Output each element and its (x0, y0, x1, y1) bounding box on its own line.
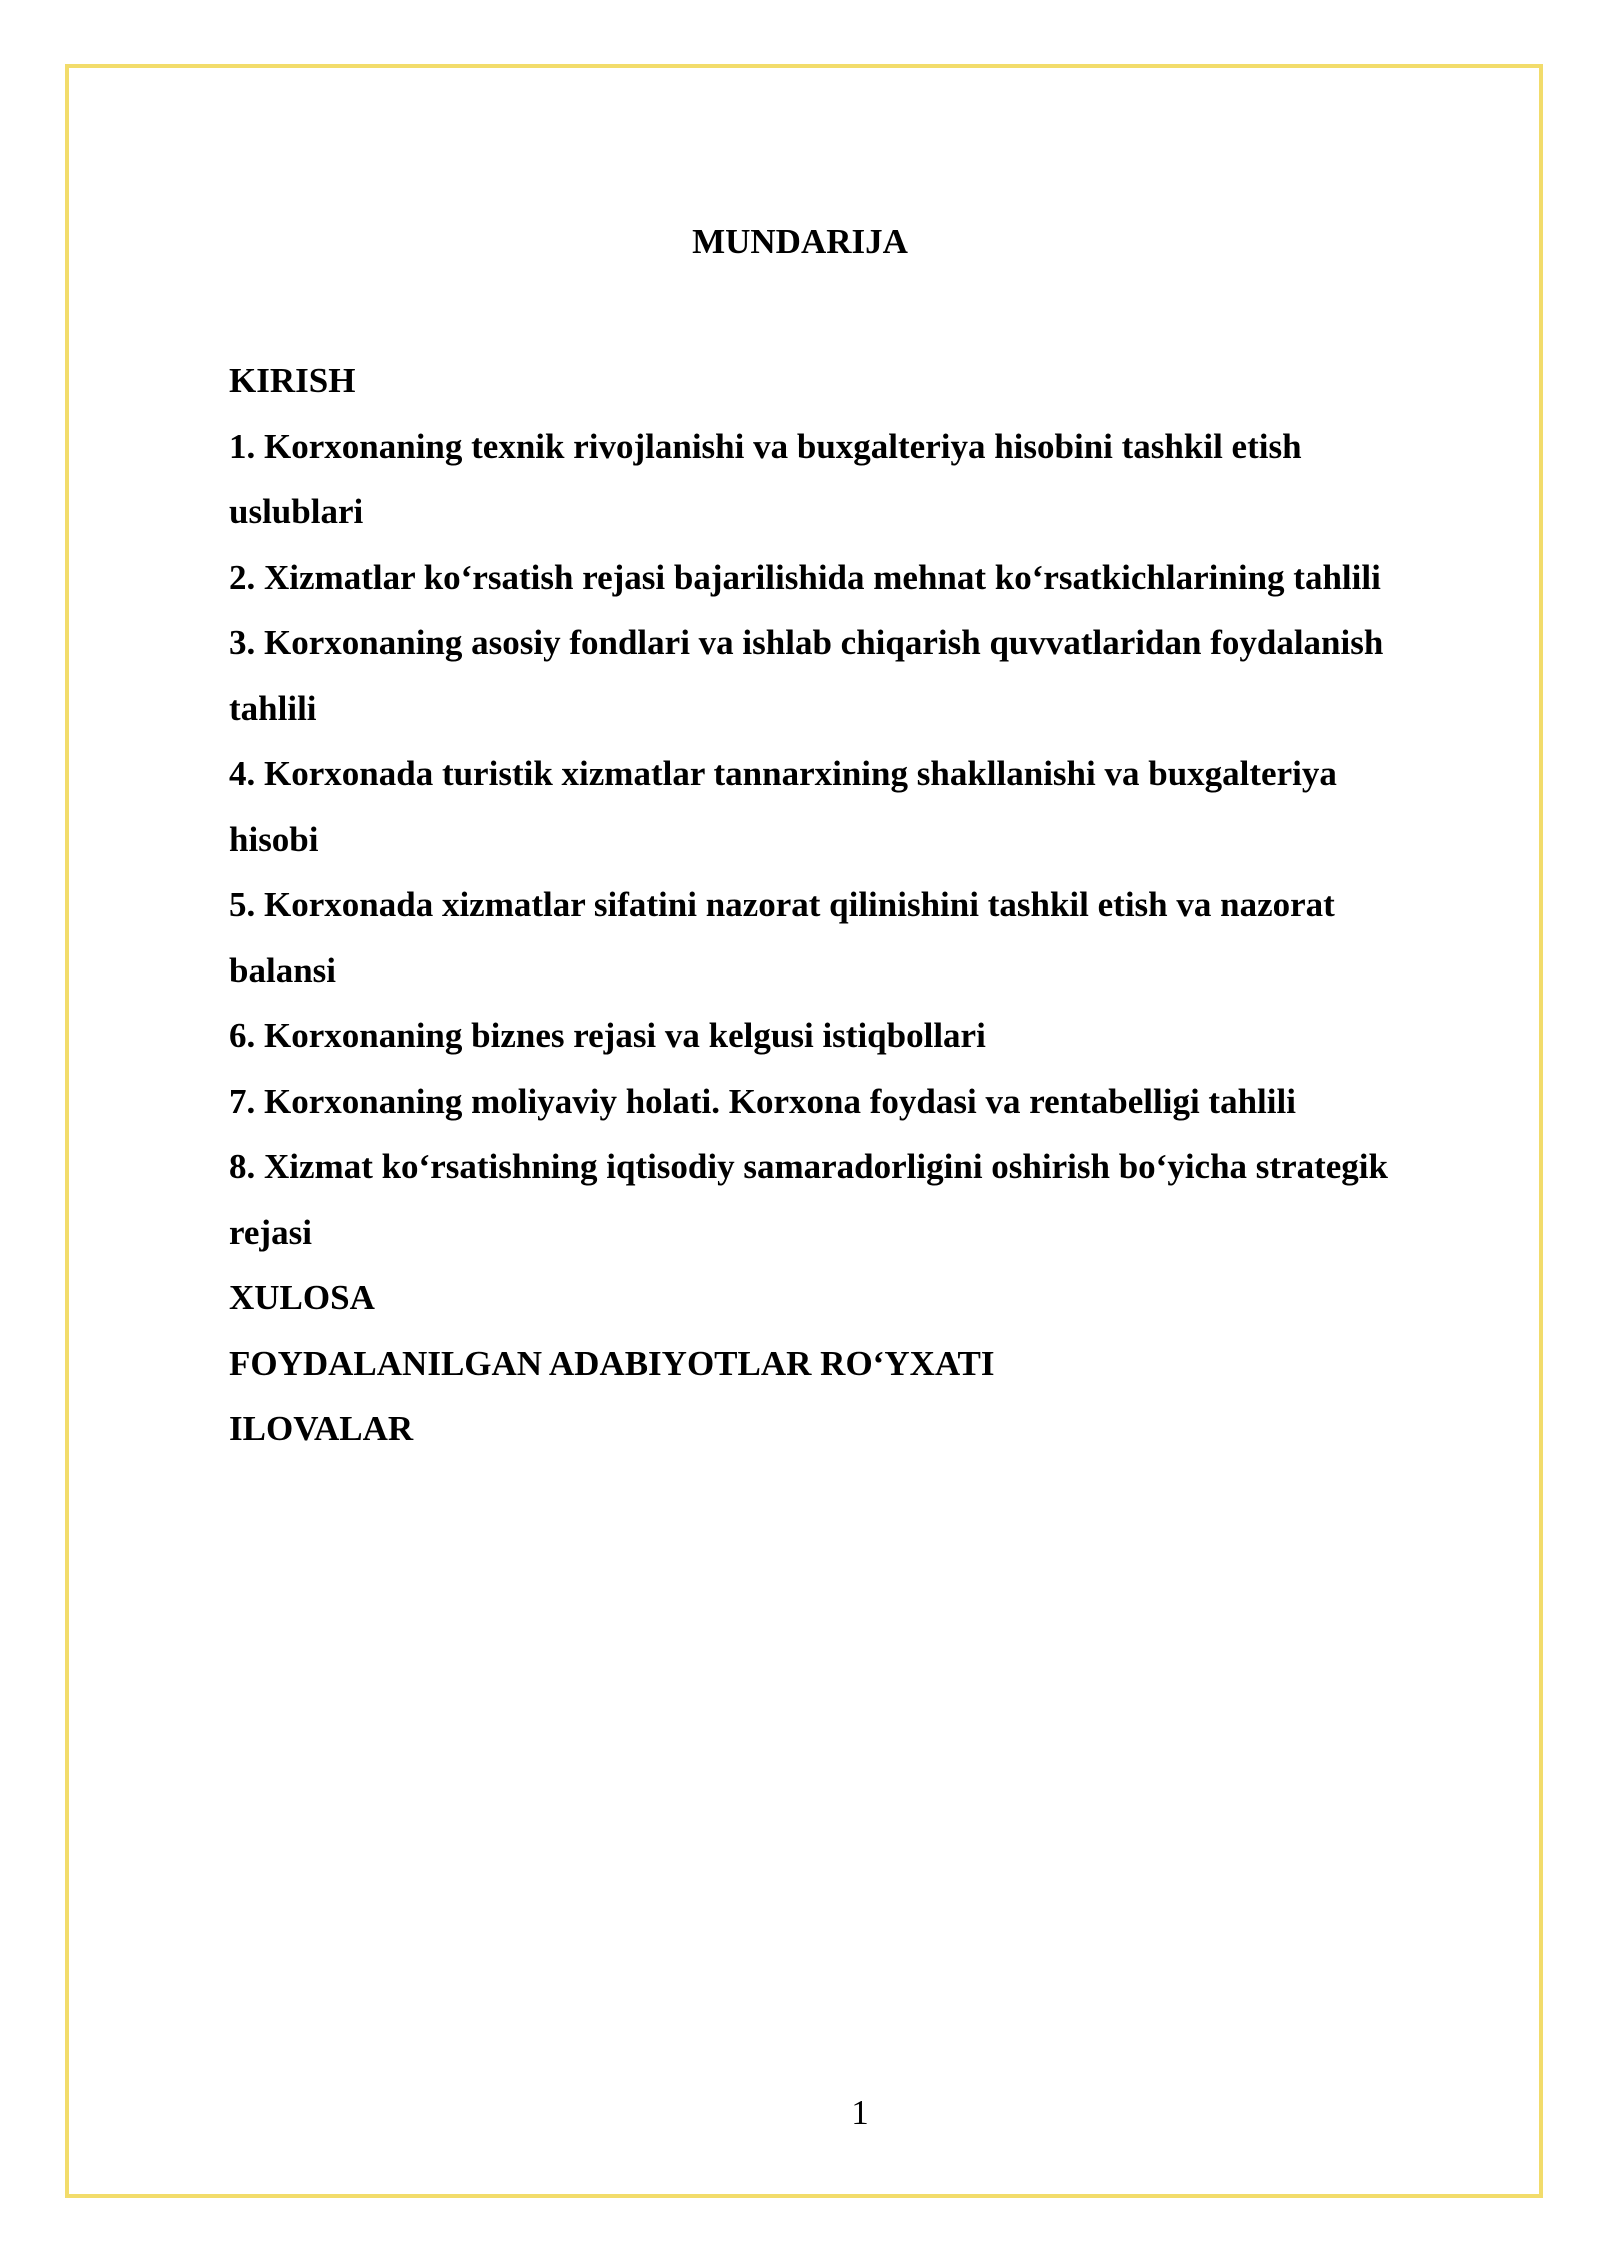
toc-line: uslublari (229, 492, 364, 531)
toc-line: balansi (229, 950, 336, 990)
toc-line: hisobi (229, 819, 319, 859)
table-of-contents (229, 348, 1529, 1462)
toc-line: tahlili (229, 688, 317, 728)
toc-line: 8. Xizmat ko‘rsatishning iqtisodiy samaradorligini oshirish bo‘yicha strategik (229, 1147, 1388, 1186)
toc-line: XULOSA (229, 1278, 375, 1317)
page-number: 1 (851, 2093, 869, 2132)
toc-line: 3. Korxonaning asosiy fondlari va ishlab chiqarish quvvatlaridan foydalanish (229, 623, 1384, 662)
toc-line: 1. Korxonaning texnik rivojlanishi va buxgalteriya hisobini tashkil etish (229, 426, 1302, 466)
toc-line: 5. Korxonada xizmatlar sifatini nazorat qilinishini tashkil etish va nazorat (229, 885, 1335, 924)
toc-line: 4. Korxonada turistik xizmatlar tannarxining shakllanishi va buxgalteriya (229, 754, 1337, 793)
toc-line: 6. Korxonaning biznes rejasi va kelgusi istiqbollari (229, 1016, 986, 1055)
toc-line: KIRISH (229, 361, 356, 400)
toc-line: rejasi (229, 1212, 312, 1252)
toc-line: 2. Xizmatlar ko‘rsatish rejasi bajarilishida mehnat ko‘rsatkichlarining tahlili (229, 557, 1381, 597)
toc-line: FOYDALANILGAN ADABIYOTLAR RO‘YXATI (229, 1343, 995, 1383)
document-title: MUNDARIJA (692, 222, 908, 261)
toc-line: ILOVALAR (229, 1409, 414, 1448)
toc-line: 7. Korxonaning moliyaviy holati. Korxona foydasi va rentabelligi tahlili (229, 1081, 1296, 1121)
